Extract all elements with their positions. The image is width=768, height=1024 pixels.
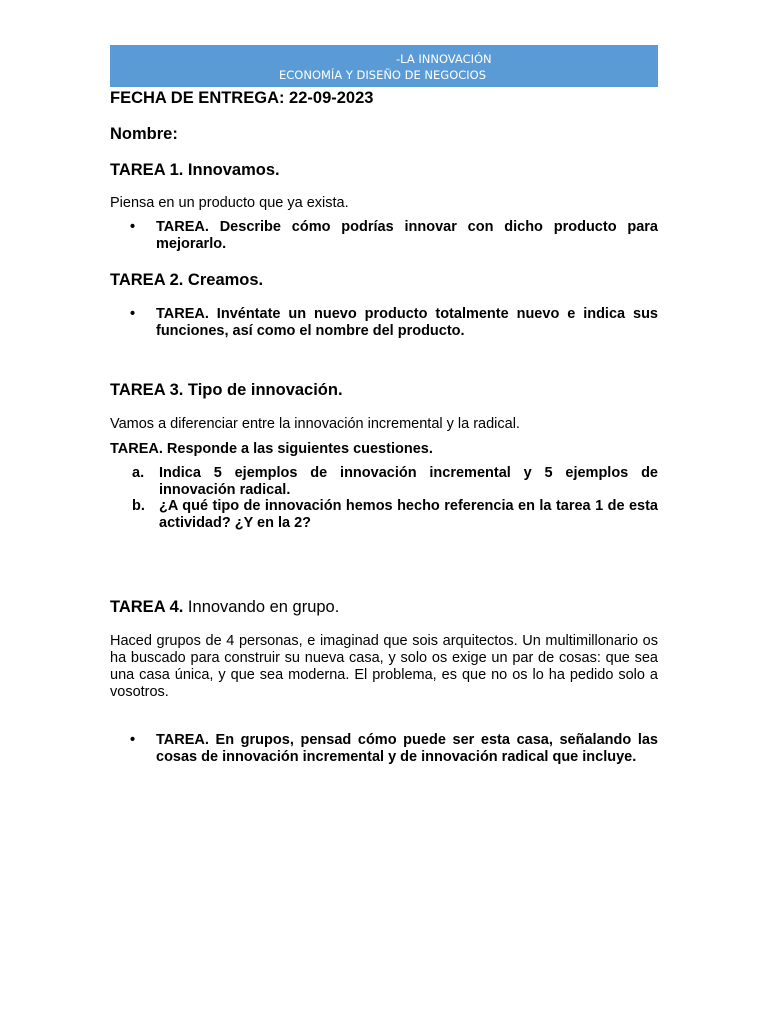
task1-intro: Piensa en un producto que ya exista. <box>110 195 349 211</box>
list-marker: b. <box>132 498 145 514</box>
task3-heading-number: TAREA 3. <box>110 381 184 399</box>
task1-bullet <box>110 219 658 253</box>
task3-instruction: TAREA. Responde a las siguientes cuestiones. <box>110 441 433 457</box>
task1-heading <box>110 160 658 180</box>
task2-bullet <box>110 306 658 340</box>
task2-bullet-text: TAREA. Invéntate un nuevo producto totalmente nuevo e indica sus funciones, así como el nombre del producto. <box>156 306 658 339</box>
task4-heading-title: Innovando en grupo. <box>183 598 340 616</box>
task1-bullet-text: TAREA. Describe cómo podrías innovar con dicho producto para mejorarlo. <box>156 219 658 252</box>
task2-heading-number: TAREA 2. <box>110 271 184 289</box>
task3-list-item-a <box>110 465 658 499</box>
bullet-icon: • <box>130 306 136 322</box>
name-label: Nombre: <box>110 125 178 143</box>
task4-bullet-text: TAREA. En grupos, pensad cómo puede ser esta casa, señalando las cosas de innovación incremental y de innovación radical que incluye. <box>156 732 658 765</box>
task4-bullet <box>110 732 658 766</box>
task4-intro: Haced grupos de 4 personas, e imaginad que sois arquitectos. Un multimillonario os ha buscado para construir su nueva casa, y solo os exige un par de cosas: que sea una casa única, y que sea moderna. El problema, es que no os lo ha pedido solo a vosotros. <box>110 633 658 700</box>
task4-heading <box>110 597 658 617</box>
task3-intro: Vamos a diferenciar entre la innovación incremental y la radical. <box>110 416 520 432</box>
due-date: FECHA DE ENTREGA: 22-09-2023 <box>110 89 374 107</box>
task2-heading <box>110 270 658 290</box>
header-banner <box>110 45 658 87</box>
bullet-icon: • <box>130 219 136 235</box>
bullet-icon: • <box>130 732 136 748</box>
task3-list-item-b <box>110 498 658 532</box>
task2-heading-title: Creamos. <box>183 271 264 289</box>
header-title: -LA INNOVACIÓN <box>396 52 492 66</box>
list-item-text: ¿A qué tipo de innovación hemos hecho referencia en la tarea 1 de esta actividad? ¿Y en la 2? <box>159 498 658 531</box>
task1-heading-number: TAREA 1. <box>110 161 184 179</box>
list-marker: a. <box>132 465 145 481</box>
task3-heading-title: Tipo de innovación. <box>183 381 343 399</box>
task1-heading-title: Innovamos. <box>183 161 280 179</box>
task3-heading <box>110 380 658 400</box>
list-item-text: Indica 5 ejemplos de innovación incremental y 5 ejemplos de innovación radical. <box>159 465 658 498</box>
task4-heading-number: TAREA 4. <box>110 598 184 616</box>
header-subtitle: ECONOMÍA Y DISEÑO DE NEGOCIOS <box>279 68 487 82</box>
